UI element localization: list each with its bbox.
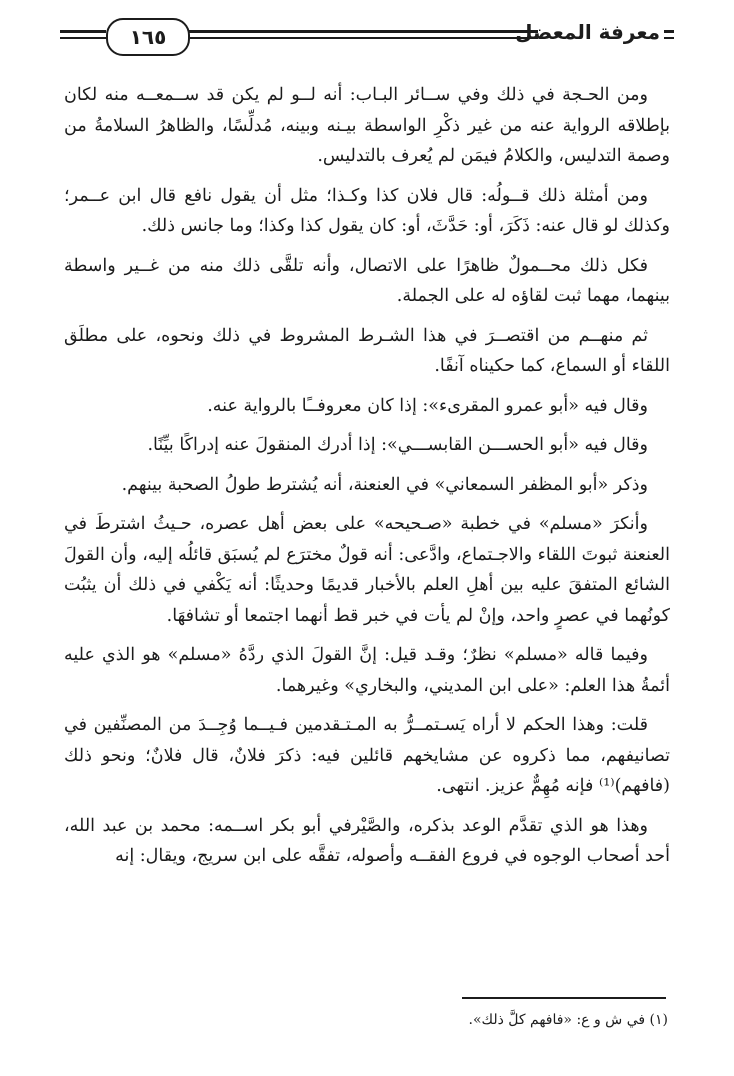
header-rule-left-top [60, 30, 106, 33]
paragraph-10: قلت: وهذا الحكم لا أراه يَسـتمــرُّ به المـتـقدمين فـيــما وُجِــدَ من المصنِّفين في تصانيفهم، مما ذكروه عن مشايخهم قائلين فيه: ذكرَ فلانٌ، قال فلانٌ؛ ونحو ذلك (فافهم)⁽¹⁾ فإنه مُهِمٌّ عزيز. انتهى. [64, 715, 670, 796]
paragraph-7: وذكر «أبو المظفر السمعاني» في العنعنة، أنه يُشترط طولُ الصحبة بينهم. [121, 474, 648, 495]
header-rule-center-top [186, 30, 538, 33]
paragraph-11: وهذا هو الذي تقدَّم الوعد بذكره، والصَّيْرفي أبو بكر اســمه: محمد بن عبد الله، أحد أصحاب الوجوه في فروع الفقــه وأصوله، تفقَّه على ابن سريج، ويقال: إنه [64, 815, 670, 866]
running-title: معرفة المعضل [515, 20, 660, 44]
paragraph-4: ثم منهــم من اقتصــرَ في هذا الشـرط المشروط في ذلك ونحوه، على مطلَق اللقاء أو السماع، كما حكيناه آنفًا. [64, 325, 670, 376]
paragraph-3: فكل ذلك محــمولٌ ظاهرًا على الاتصال، وأنه تلقَّى ذلك منه من غــير واسطة بينهما، مهما ثبت لقاؤه له على الجملة. [64, 255, 670, 306]
header-rule-right-bottom [664, 37, 674, 39]
main-text [64, 80, 670, 881]
page-header [0, 0, 734, 70]
footnote: (١) في ش و ع: «فافهم كلَّ ذلك». [468, 1012, 668, 1028]
header-rule-left-bottom [60, 37, 106, 39]
paragraph-8: وأنكرَ «مسلم» في خطبة «صـحيحه» على بعض أهل عصره، حـيثُ اشترطَ في العنعنة ثبوتَ اللقاء والاجـتماع، وادَّعى: أنه قولٌ مخترَع لم يُسبَق قائلُه إليه، وأن القولَ الشائع المتفقَ عليه بين أهلِ العلم بالأخبار قديمًا وحديثًا: أنه يَكْفي في ذلك أن يثبُت كونُهما في عصرٍ واحد، وإنْ لم يأت في خبر قط أنهما اجتمعا أو تشافهَا. [64, 514, 670, 626]
header-rule-right-top [664, 30, 674, 33]
header-rule-center-bottom [186, 37, 538, 39]
paragraph-5: وقال فيه «أبو عمرو المقرىء»: إذا كان معروفــًا بالرواية عنه. [207, 395, 648, 416]
paragraph-1: ومن الحـجة في ذلك وفي ســائر البـاب: أنه لــو لم يكن قد ســمعــه منه لكان بإطلاقه الرواية عنه من غير ذكْرِ الواسطة بيـنه وبينه، مُدلِّسًا، والظاهرُ السلامةُ من وصمة التدليس، والكلامُ فيمَن لم يُعرف بالتدليس. [64, 85, 670, 166]
paragraph-9: وفيما قاله «مسلم» نظرٌ؛ وقـد قيل: إنَّ القولَ الذي ردَّهُ «مسلم» هو الذي عليه أئمةُ هذا العلم: «على ابن المديني، والبخاري» وغيرهما. [64, 645, 670, 696]
page-number-badge: ١٦٥ [106, 18, 190, 56]
paragraph-2: ومن أمثلة ذلك قــولُه: قال فلان كذا وكـذا؛ مثل أن يقول نافع قال ابن عــمر؛ وكذلك لو قال عنه: ذَكَرَ، أو: حَدَّثَ، أو: كان يقول كذا وكذا؛ وما جانس ذلك. [64, 185, 670, 236]
footnote-divider [462, 997, 666, 999]
paragraph-6: وقال فيه «أبو الحســـن القابســـي»: إذا أدرك المنقولَ عنه إدراكًا بيِّنًا. [147, 435, 648, 455]
